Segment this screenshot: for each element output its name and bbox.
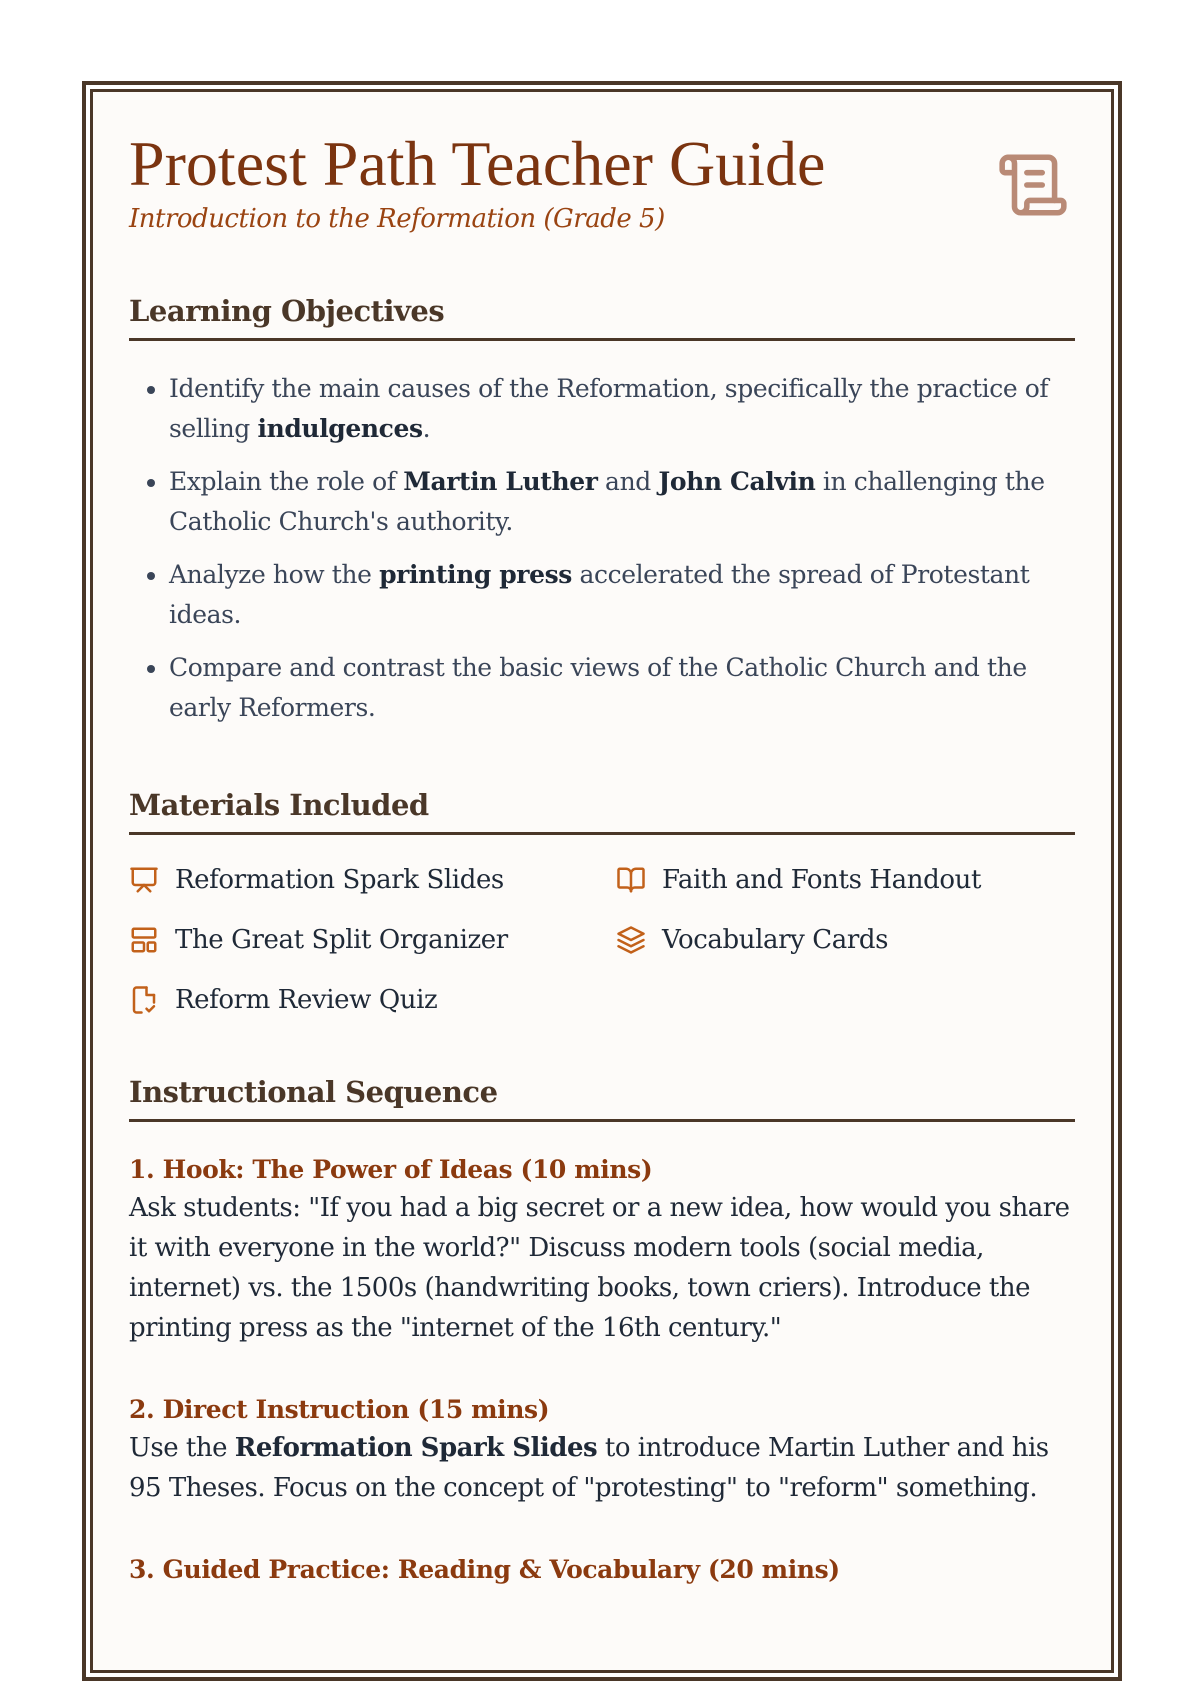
- bold-term: Martin Luther: [403, 467, 598, 496]
- scroll-icon: [995, 148, 1071, 222]
- bold-term: Reformation Spark Slides: [234, 1433, 598, 1463]
- sequence-steps: [129, 1152, 1075, 1588]
- sequence-step: [129, 1552, 1075, 1588]
- material-item[interactable]: [616, 925, 1075, 955]
- sequence-section: [129, 1075, 1075, 1588]
- layers-icon: [616, 925, 646, 955]
- step-title: 3. Guided Practice: Reading & Vocabulary (20 mins): [129, 1555, 840, 1584]
- materials-heading: Materials Included: [129, 788, 1075, 835]
- objective-item: • Compare and contrast the basic views of the Catholic Church and the early Reformers.: [169, 648, 1075, 728]
- step-description: Use the Reformation Spark Slides to introduce Martin Luther and his 95 Theses. Focus on the concept of "protesting" to "reform" something.: [129, 1433, 1049, 1503]
- sequence-heading: Instructional Sequence: [129, 1075, 1075, 1122]
- material-item[interactable]: [129, 985, 616, 1015]
- bold-term: printing press: [379, 560, 572, 589]
- bold-term: John Calvin: [658, 467, 816, 496]
- layout-icon: [129, 925, 159, 955]
- guide-frame: [82, 81, 1122, 1681]
- objective-item: • Explain the role of Martin Luther and John Calvin in challenging the Catholic Church's authority.: [169, 462, 1075, 542]
- presentation-icon: [129, 865, 159, 895]
- material-label: Faith and Fonts Handout: [662, 865, 981, 895]
- objectives-section: [129, 294, 1075, 728]
- material-item[interactable]: [129, 925, 616, 955]
- objectives-list: [129, 369, 1075, 728]
- material-label: Reformation Spark Slides: [175, 865, 504, 895]
- book-open-icon: [616, 865, 646, 895]
- material-item[interactable]: [616, 865, 1075, 895]
- page-subtitle: Introduction to the Reformation (Grade 5): [129, 204, 665, 234]
- material-label: Vocabulary Cards: [662, 925, 889, 955]
- page-title: Protest Path Teacher Guide: [129, 128, 826, 199]
- material-label: The Great Split Organizer: [175, 925, 508, 955]
- material-item[interactable]: [129, 865, 616, 895]
- guide-page: [90, 89, 1114, 1673]
- step-title: 1. Hook: The Power of Ideas (10 mins): [129, 1155, 653, 1184]
- file-check-icon: [129, 985, 159, 1015]
- material-label: Reform Review Quiz: [175, 985, 438, 1015]
- materials-grid: [129, 865, 1075, 1015]
- sequence-step: [129, 1152, 1075, 1348]
- objective-item: • Analyze how the printing press accelerated the spread of Protestant ideas.: [169, 555, 1075, 635]
- bold-term: indulgences: [257, 414, 423, 443]
- objective-item: • Identify the main causes of the Reformation, specifically the practice of selling indulgences.: [169, 369, 1075, 449]
- sequence-step: [129, 1392, 1075, 1508]
- step-title: 2. Direct Instruction (15 mins): [129, 1395, 550, 1424]
- materials-section: [129, 788, 1075, 1015]
- objectives-heading: Learning Objectives: [129, 294, 1075, 341]
- step-description: Ask students: "If you had a big secret or a new idea, how would you share it with everyone in the world?" Discuss modern tools (social media, internet) vs. the 1500s (handwriting books, town criers). Introduce the printing press as the "internet of the 16th century.": [129, 1193, 1070, 1343]
